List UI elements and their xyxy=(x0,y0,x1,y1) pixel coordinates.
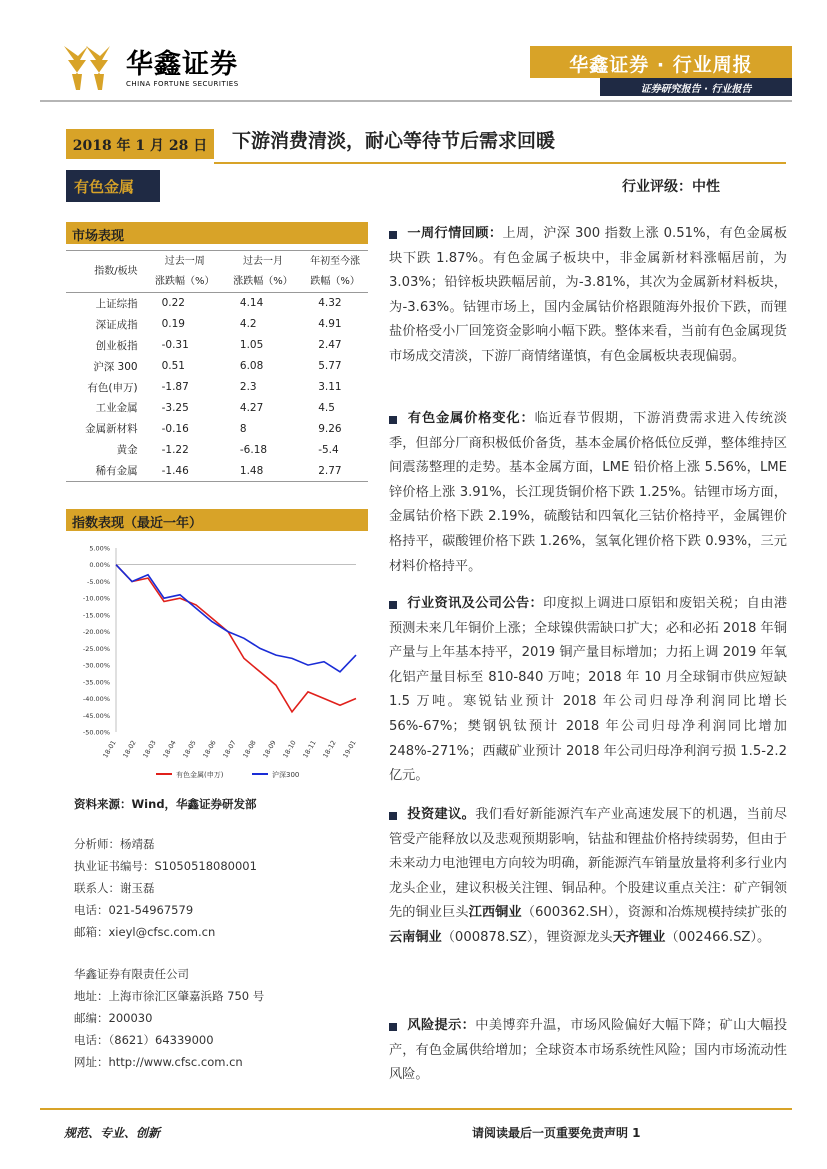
row-name: 沪深 300 xyxy=(93,360,138,373)
row-week: 0.22 xyxy=(161,297,185,310)
y-tick-label: -35.00% xyxy=(82,678,110,687)
row-ytd: -5.4 xyxy=(318,443,339,456)
title-divider xyxy=(214,162,786,164)
row-week: -0.16 xyxy=(161,422,189,435)
x-tick-label: 18-07 xyxy=(221,739,238,760)
table-row xyxy=(66,460,368,481)
y-tick-label: -20.00% xyxy=(82,628,110,637)
table-row xyxy=(66,356,368,377)
row-month: 6.08 xyxy=(239,360,264,373)
stock-code: （000878.SZ），锂资源龙头 xyxy=(441,929,613,945)
footer-disclaimer: 请阅读最后一页重要免责声明 1 xyxy=(472,1126,641,1140)
row-name: 创业板指 xyxy=(95,339,138,352)
table-row xyxy=(66,335,368,356)
row-name: 深证成指 xyxy=(95,318,138,331)
x-tick-label: 19-01 xyxy=(341,739,358,760)
row-ytd: 3.11 xyxy=(318,381,342,393)
x-tick-label: 18-11 xyxy=(301,739,318,760)
y-tick-label: 5.00% xyxy=(89,544,110,553)
row-week: -1.87 xyxy=(161,381,189,393)
paragraph-text: 我们看好新能源汽车产业高速发展下的机遇，当前尽管受产能释放以及悲观预期影响，钴盐和锂盐价格持续弱势，但由于未来动力电池锂电方向较为明确，新能源汽车销量放量将利多行业内龙头企业，建议积极关注锂、铜品种。个股建议重点关注：矿产铜领先的铜业巨头 xyxy=(389,807,788,921)
paragraph-lead: 风险提示： xyxy=(407,1018,476,1033)
contact-name: 联系人：谢玉磊 xyxy=(74,881,155,895)
col-header-ytd-unit: 跌幅（%） xyxy=(310,276,360,287)
row-week: -0.31 xyxy=(161,339,189,352)
bullet-icon xyxy=(389,231,397,239)
row-month: 1.05 xyxy=(239,339,264,352)
col-header-month: 过去一月 xyxy=(243,256,284,267)
logo-english-name: CHINA FORTUNE SECURITIES xyxy=(126,80,239,88)
x-tick-label: 18-01 xyxy=(101,739,118,760)
table-top-rule xyxy=(66,250,368,251)
row-ytd: 9.26 xyxy=(318,422,342,435)
x-tick-label: 18-08 xyxy=(241,739,258,760)
row-name: 金属新材料 xyxy=(85,423,138,436)
stock-code: （002466.SZ）。 xyxy=(665,929,771,945)
row-ytd: 4.91 xyxy=(318,318,342,331)
row-ytd: 4.5 xyxy=(318,401,335,414)
stock-name: 云南铜业 xyxy=(389,929,442,945)
market-section-title: 市场表现 xyxy=(72,229,125,244)
col-header-name: 指数/板块 xyxy=(94,266,138,277)
date-box xyxy=(66,129,214,159)
sector-label: 有色金属 xyxy=(74,178,135,196)
row-name: 工业金属 xyxy=(95,402,138,415)
paragraph-lead: 投资建议。 xyxy=(407,807,476,822)
market-table xyxy=(66,252,368,482)
y-tick-label: 0.00% xyxy=(89,561,110,570)
company-website[interactable]: 网址：http://www.cfsc.com.cn xyxy=(74,1055,243,1069)
analyst-name: 分析师：杨靖磊 xyxy=(74,837,155,851)
table-row xyxy=(66,397,368,418)
table-row xyxy=(66,314,368,335)
industry-rating: 行业评级：中性 xyxy=(622,179,720,195)
row-week: -1.46 xyxy=(161,464,189,477)
table-header-row xyxy=(66,252,368,272)
row-ytd: 4.32 xyxy=(318,297,342,310)
row-week: -1.22 xyxy=(161,443,189,456)
company-name: 华鑫证券有限责任公司 xyxy=(74,967,189,981)
paragraph-lead: 行业资讯及公司公告： xyxy=(407,596,544,611)
paragraph-investment-advice xyxy=(389,803,787,951)
company-phone: 电话：（8621）64339000 xyxy=(74,1033,214,1047)
row-ytd: 2.77 xyxy=(318,464,342,477)
company-address: 地址：上海市徐汇区肇嘉浜路 750 号 xyxy=(74,989,265,1003)
row-ytd: 2.47 xyxy=(318,339,342,352)
y-tick-label: -15.00% xyxy=(82,611,110,620)
x-tick-label: 18-05 xyxy=(181,739,198,760)
stock-name: 天齐锂业 xyxy=(612,929,666,945)
paragraph-lead: 一周行情回顾： xyxy=(407,226,503,241)
market-section-bar xyxy=(66,222,368,244)
bullet-icon xyxy=(389,1023,397,1031)
y-tick-label: -10.00% xyxy=(82,594,110,603)
logo-name: 华鑫证券 xyxy=(126,49,238,80)
paragraph-text: 印度拟上调进口原铝和废铝关税；自由港预测未来几年铜价上涨；全球镍供需缺口扩大；必和必拓 2018 年铜产量与上年基本持平，2019 铜产量目标增加；力拓上调 2019 年氧化铝产量目标至 810-840 万吨；2018 年 10 月全球铜市供应短缺 1.5 万吨。寒锐钴业预计 2018 年公司归母净利润同比增长 56%-67%；樊钢钒钛预计 2018 年公司归母净利润同比增加 248%-271%；西藏矿业预计 2018 年公司归母净利润亏损 1.5-2.2 亿元。 xyxy=(389,596,788,784)
bullet-icon xyxy=(389,812,397,820)
brand-band xyxy=(530,46,792,78)
stock-code: （600362.SH），资源和冶炼规模持续扩张的 xyxy=(521,905,787,921)
analyst-cert: 执业证书编号：S1050518080001 xyxy=(74,859,257,873)
brand-sub-bar xyxy=(600,78,792,96)
paragraph-text: 上周，沪深 300 指数上涨 0.51%，有色金属板块下跌 1.87%。有色金属子板块中，非金属新材料涨幅居前，为 3.03%；铅锌板块跌幅居前，为-3.81%，其次为金属新材料板块，为-3.63%。钴锂市场上，国内金属钴价格跟随海外报价下跌，而锂盐价格受小厂回笼资金影响小幅下跌。整体来看，当前有色金属现货市场成交清淡，下游厂商情绪谨慎，有色金属板块表现偏弱。 xyxy=(389,226,788,364)
table-row xyxy=(66,439,368,460)
y-tick-label: -50.00% xyxy=(82,728,110,737)
header-divider xyxy=(40,100,792,102)
legend-label: 有色金属(申万) xyxy=(176,771,224,779)
table-row xyxy=(66,293,368,314)
row-month: 4.2 xyxy=(239,318,257,331)
x-tick-label: 18-09 xyxy=(261,739,278,760)
row-name: 黄金 xyxy=(116,444,138,457)
bullet-icon xyxy=(389,416,397,424)
footer-divider xyxy=(40,1108,792,1110)
y-tick-label: -5.00% xyxy=(87,577,110,586)
contact-email[interactable]: 邮箱：xieyl@cfsc.com.cn xyxy=(74,925,216,939)
row-name: 稀有金属 xyxy=(95,465,138,478)
row-month: 2.3 xyxy=(239,381,257,393)
row-name: 上证综指 xyxy=(95,297,138,310)
paragraph-lead: 有色金属价格变化： xyxy=(407,411,535,426)
x-tick-label: 18-10 xyxy=(281,739,298,760)
paragraph-market-review xyxy=(389,222,787,370)
paragraph-price-change xyxy=(389,407,787,579)
row-month: 4.14 xyxy=(239,297,264,310)
x-tick-label: 18-03 xyxy=(141,739,158,760)
brand-title: 华鑫证券 · 行业周报 xyxy=(569,54,753,76)
row-month: 4.27 xyxy=(239,401,264,414)
footer-slogan: 规范、专业、创新 xyxy=(64,1126,161,1140)
row-month: 1.48 xyxy=(239,464,264,477)
y-tick-label: -40.00% xyxy=(82,695,110,704)
brand-subtitle: 证券研究报告 · 行业报告 xyxy=(640,84,752,95)
index-line-chart xyxy=(66,534,368,784)
paragraph-text: 中美博弈升温，市场风险偏好大幅下降；矿山大幅投产，有色金属供给增加；全球资本市场系统性风险；国内市场流动性风险。 xyxy=(389,1018,788,1083)
x-tick-label: 18-04 xyxy=(161,739,178,760)
bullet-icon xyxy=(389,601,397,609)
report-title: 下游消费清淡，耐心等待节后需求回暖 xyxy=(232,130,556,152)
table-row xyxy=(66,418,368,439)
x-tick-label: 18-06 xyxy=(201,739,218,760)
y-tick-label: -30.00% xyxy=(82,661,110,670)
y-tick-label: -25.00% xyxy=(82,644,110,653)
paragraph-text: 临近春节假期，下游消费需求进入传统淡季，但部分厂商积极低价备货，基本金属价格低位反弹，整体维持区间震荡整理的走势。基本金属方面，LME 铅价格上涨 5.56%，LME 锌价格上涨 3.91%，长江现货铜价格下跌 1.25%。钴锂市场方面，金属钴价格下跌 2.19%，硫酸钴和四氧化三钴价格持平，金属锂价格持平，碳酸锂价格下跌 1.26%，氢氧化锂价格下跌 0.93%，三元材料价格持平。 xyxy=(389,411,788,574)
table-row xyxy=(66,377,368,398)
row-month: 8 xyxy=(239,422,247,435)
col-header-week-unit: 涨跌幅（%） xyxy=(154,276,215,287)
series-line xyxy=(116,565,356,672)
col-header-month-unit: 涨跌幅（%） xyxy=(233,276,293,287)
legend-label: 沪深300 xyxy=(272,771,300,779)
row-name: 有色(申万) xyxy=(87,381,138,394)
y-tick-label: -45.00% xyxy=(82,711,110,720)
stock-name: 江西铜业 xyxy=(468,905,522,921)
chart-source: 资料来源：Wind，华鑫证券研发部 xyxy=(74,797,257,811)
row-month: -6.18 xyxy=(239,443,268,456)
index-section-bar xyxy=(66,509,368,531)
paragraph-risk-warning xyxy=(389,1014,787,1088)
col-header-ytd: 年初至今涨 xyxy=(310,256,361,267)
contact-phone: 电话：021-54967579 xyxy=(74,903,194,917)
row-week: 0.51 xyxy=(161,360,185,373)
row-week: 0.19 xyxy=(161,318,185,331)
x-tick-label: 18-12 xyxy=(321,739,338,760)
report-date: 2018 年 1 月 28 日 xyxy=(72,138,208,154)
x-tick-label: 18-02 xyxy=(121,739,138,760)
sector-box xyxy=(66,170,160,202)
company-postcode: 邮编：200030 xyxy=(74,1011,153,1025)
index-section-title: 指数表现（最近一年） xyxy=(72,516,203,531)
col-header-week: 过去一周 xyxy=(164,256,205,267)
paragraph-industry-news xyxy=(389,592,787,789)
row-ytd: 5.77 xyxy=(318,360,342,373)
row-week: -3.25 xyxy=(161,401,189,414)
series-line xyxy=(116,565,356,712)
